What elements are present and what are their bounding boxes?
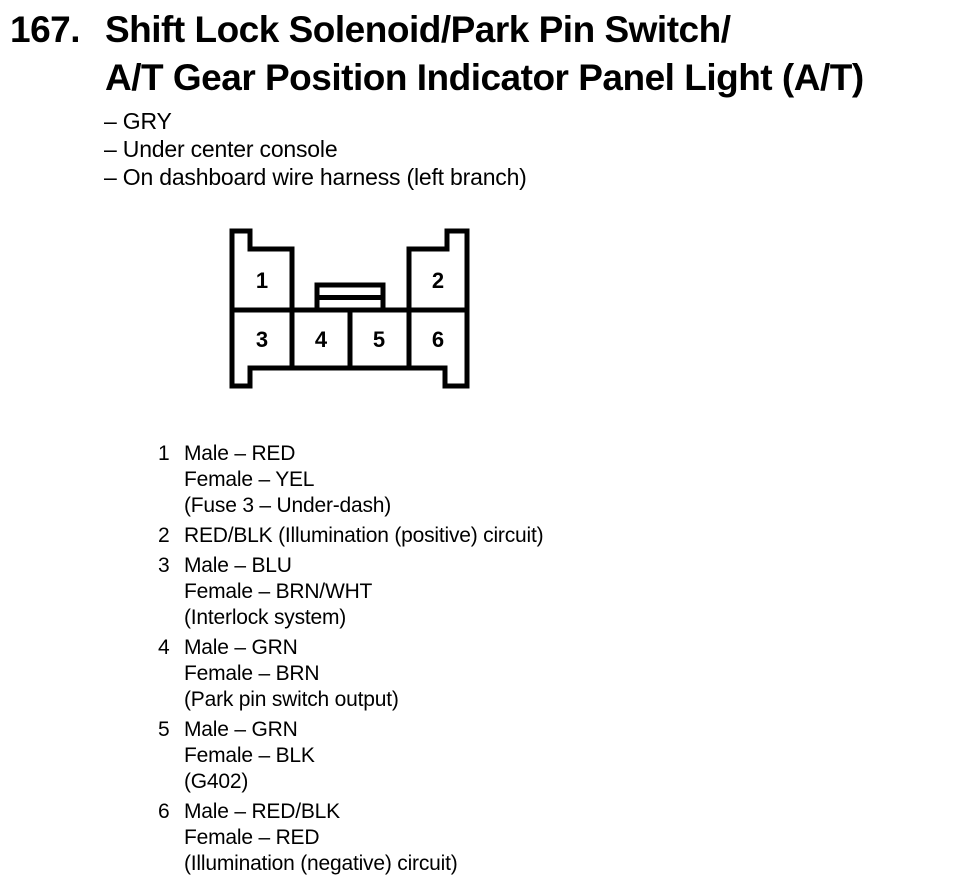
pin-number: 3: [158, 554, 170, 577]
pin-circuit-note: (Fuse 3 – Under-dash): [184, 494, 392, 517]
page-title: [105, 6, 864, 102]
pin-description: [184, 635, 399, 713]
pin-legend-item-3: [158, 553, 543, 631]
pin-number: 4: [158, 636, 170, 659]
pin-wire-line: RED/BLK (Illumination (positive) circuit): [184, 524, 544, 547]
page-title-line-1: Shift Lock Solenoid/Park Pin Switch/: [105, 9, 731, 50]
pin-number: 6: [158, 800, 170, 823]
pin-description: [184, 523, 543, 549]
pin-legend-item-4: [158, 635, 543, 713]
pin-legend-item-6: [158, 799, 543, 877]
pin-wire-female: Female – YEL: [184, 468, 315, 491]
pin-legend-item-1: [158, 441, 543, 519]
pin-5-label: 5: [372, 327, 386, 352]
pin-wire-female: Female – BRN: [184, 662, 320, 685]
pin-2-label: 2: [431, 268, 445, 293]
pin-wire-female: Female – BRN/WHT: [184, 580, 373, 603]
page-title-line-2: A/T Gear Position Indicator Panel Light (A/T): [105, 57, 864, 98]
pin-wire-female: Female – BLK: [184, 744, 315, 767]
pin-3-label: 3: [255, 327, 269, 352]
item-number: 167.: [10, 9, 81, 50]
pin-circuit-note: (Illumination (negative) circuit): [184, 852, 458, 875]
pin-wire-female: Female – RED: [184, 826, 320, 849]
connector-diagram: [229, 228, 470, 389]
pin-wire-male: Male – GRN: [184, 718, 298, 741]
pin-circuit-note: (Interlock system): [184, 606, 347, 629]
pin-description: [184, 717, 315, 795]
pin-6-label: 6: [431, 327, 445, 352]
pin-circuit-note: (Park pin switch output): [184, 688, 399, 711]
pin-description: [184, 553, 372, 631]
pin-wire-male: Male – BLU: [184, 554, 292, 577]
pin-number: 5: [158, 718, 170, 741]
connector-face-drawing: [229, 228, 470, 389]
pin-wire-male: Male – RED: [184, 442, 296, 465]
pin-wire-male: Male – RED/BLK: [184, 800, 340, 823]
detail-location: – Under center console: [104, 136, 338, 162]
pin-legend: [158, 441, 543, 881]
detail-connector-color: – GRY: [104, 108, 172, 134]
pin-4-label: 4: [314, 327, 328, 352]
detail-harness: – On dashboard wire harness (left branch): [104, 164, 527, 190]
pin-circuit-note: (G402): [184, 770, 249, 793]
pin-1-label: 1: [255, 268, 269, 293]
pin-number: 2: [158, 524, 170, 547]
pin-legend-item-2: [158, 523, 543, 549]
location-details: [104, 107, 527, 191]
pin-description: [184, 441, 391, 519]
pin-number: 1: [158, 442, 170, 465]
pin-legend-item-5: [158, 717, 543, 795]
pin-wire-male: Male – GRN: [184, 636, 298, 659]
pin-description: [184, 799, 458, 877]
